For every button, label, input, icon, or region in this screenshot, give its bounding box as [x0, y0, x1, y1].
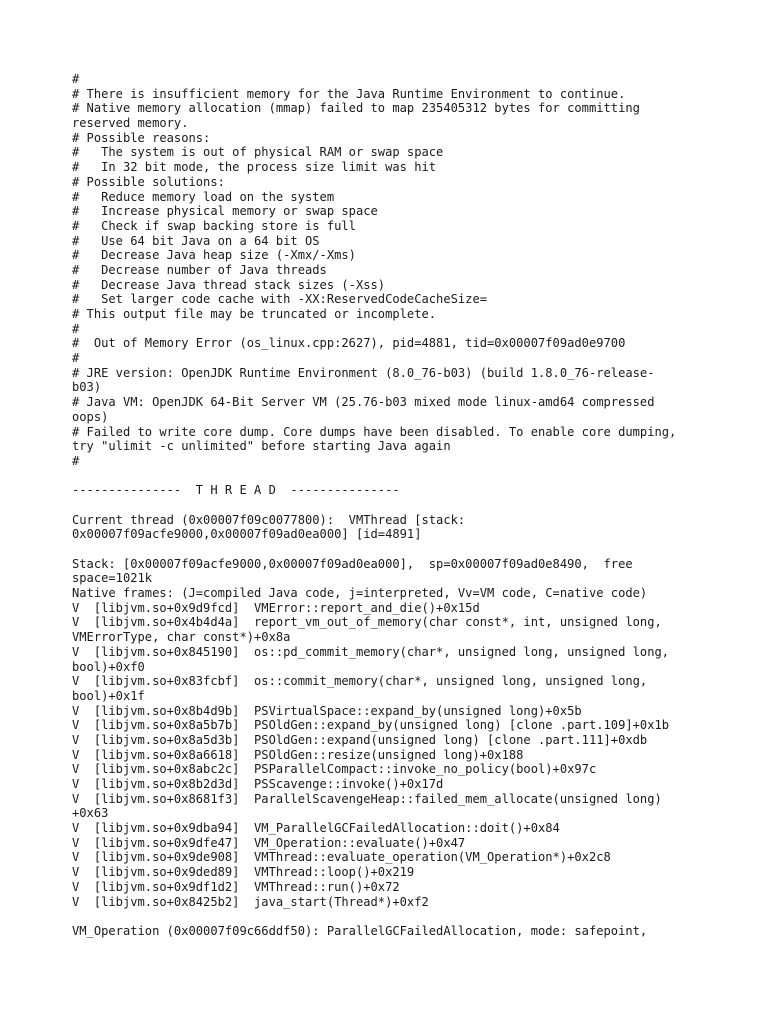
log-line: # Set larger code cache with -XX:ReservedCodeCacheSize=: [72, 292, 488, 307]
log-line: #: [72, 351, 80, 366]
log-line: bool)+0xf0: [72, 659, 145, 674]
log-line: space=1021k: [72, 571, 153, 586]
log-line: b03): [72, 380, 102, 395]
log-line: Native frames: (J=compiled Java code, j=interpreted, Vv=VM code, C=native code): [72, 586, 648, 601]
log-line: V [libjvm.so+0x9dba94] VM_ParallelGCFailedAllocation::doit()+0x84: [72, 821, 560, 836]
log-line: oops): [72, 409, 109, 424]
log-line: [72, 469, 732, 484]
log-line: # Decrease Java heap size (-Xmx/-Xms): [72, 248, 356, 263]
log-line: V [libjvm.so+0x83fcbf] os::commit_memory(char*, unsigned long, unsigned long,: [72, 674, 648, 689]
log-line: # Possible solutions:: [72, 174, 225, 189]
log-line: # JRE version: OpenJDK Runtime Environment (8.0_76-b03) (build 1.8.0_76-release-: [72, 365, 655, 380]
log-line: Current thread (0x00007f09c0077800): VMThread [stack:: [72, 512, 466, 527]
log-line: # Native memory allocation (mmap) failed to map 235405312 bytes for committing: [72, 101, 640, 116]
log-line: # Use 64 bit Java on a 64 bit OS: [72, 233, 320, 248]
log-line: [72, 542, 732, 557]
log-line: #: [72, 321, 80, 336]
log-line: # Java VM: OpenJDK 64-Bit Server VM (25.76-b03 mixed mode linux-amd64 compressed: [72, 395, 655, 410]
crash-log-text: [72, 72, 732, 939]
log-line: # Failed to write core dump. Core dumps have been disabled. To enable core dumping,: [72, 424, 677, 439]
log-line: V [libjvm.so+0x9ded89] VMThread::loop()+0x219: [72, 865, 415, 880]
log-line: VMErrorType, char const*)+0x8a: [72, 630, 291, 645]
log-line: # Out of Memory Error (os_linux.cpp:2627), pid=4881, tid=0x00007f09ad0e9700: [72, 336, 626, 351]
log-line: # Check if swap backing store is full: [72, 218, 356, 233]
log-line: V [libjvm.so+0x8a5d3b] PSOldGen::expand(unsigned long) [clone .part.111]+0xdb: [72, 732, 648, 747]
log-line: # Increase physical memory or swap space: [72, 204, 378, 219]
log-line: V [libjvm.so+0x9d9fcd] VMError::report_and_die()+0x15d: [72, 600, 480, 615]
log-line: # The system is out of physical RAM or swap space: [72, 145, 444, 160]
log-line: # In 32 bit mode, the process size limit was hit: [72, 160, 437, 175]
log-line: V [libjvm.so+0x845190] os::pd_commit_memory(char*, unsigned long, unsigned long,: [72, 644, 670, 659]
log-line: +0x63: [72, 806, 109, 821]
log-line: V [libjvm.so+0x8a5b7b] PSOldGen::expand_by(unsigned long) [clone .part.109]+0x1b: [72, 718, 670, 733]
log-line: [72, 498, 732, 513]
log-line: #: [72, 72, 80, 86]
log-line: VM_Operation (0x00007f09c66ddf50): ParallelGCFailedAllocation, mode: safepoint,: [72, 923, 648, 938]
log-line: # This output file may be truncated or incomplete.: [72, 307, 437, 321]
log-line: # Reduce memory load on the system: [72, 189, 335, 204]
log-line: [72, 909, 732, 924]
log-line: V [libjvm.so+0x9df1d2] VMThread::run()+0x72: [72, 879, 400, 894]
log-line: try "ulimit -c unlimited" before starting Java again: [72, 439, 451, 454]
log-line: --------------- T H R E A D ---------------: [72, 483, 400, 498]
log-line: V [libjvm.so+0x8a6618] PSOldGen::resize(unsigned long)+0x188: [72, 747, 524, 762]
log-line: #: [72, 453, 80, 468]
log-line: V [libjvm.so+0x8abc2c] PSParallelCompact::invoke_no_policy(bool)+0x97c: [72, 762, 597, 777]
log-line: # Decrease number of Java threads: [72, 262, 327, 277]
log-line: V [libjvm.so+0x4b4d4a] report_vm_out_of_memory(char const*, int, unsigned long,: [72, 615, 662, 630]
log-line: # There is insufficient memory for the Java Runtime Environment to continue.: [72, 86, 626, 101]
log-line: reserved memory.: [72, 116, 189, 131]
log-line: Stack: [0x00007f09acfe9000,0x00007f09ad0ea000], sp=0x00007f09ad0e8490, free: [72, 556, 633, 571]
log-line: V [libjvm.so+0x8425b2] java_start(Thread*)+0xf2: [72, 894, 429, 909]
log-line: 0x00007f09acfe9000,0x00007f09ad0ea000] [id=4891]: [72, 527, 422, 542]
log-line: V [libjvm.so+0x8681f3] ParallelScavengeHeap::failed_mem_allocate(unsigned long): [72, 791, 662, 806]
log-line: V [libjvm.so+0x8b2d3d] PSScavenge::invoke()+0x17d: [72, 777, 444, 791]
log-line: V [libjvm.so+0x8b4d9b] PSVirtualSpace::expand_by(unsigned long)+0x5b: [72, 703, 582, 718]
log-line: V [libjvm.so+0x9dfe47] VM_Operation::evaluate()+0x47: [72, 835, 466, 850]
log-line: bool)+0x1f: [72, 688, 145, 703]
log-line: V [libjvm.so+0x9de908] VMThread::evaluate_operation(VM_Operation*)+0x2c8: [72, 850, 611, 865]
log-line: # Decrease Java thread stack sizes (-Xss): [72, 277, 386, 292]
log-line: # Possible reasons:: [72, 130, 211, 145]
